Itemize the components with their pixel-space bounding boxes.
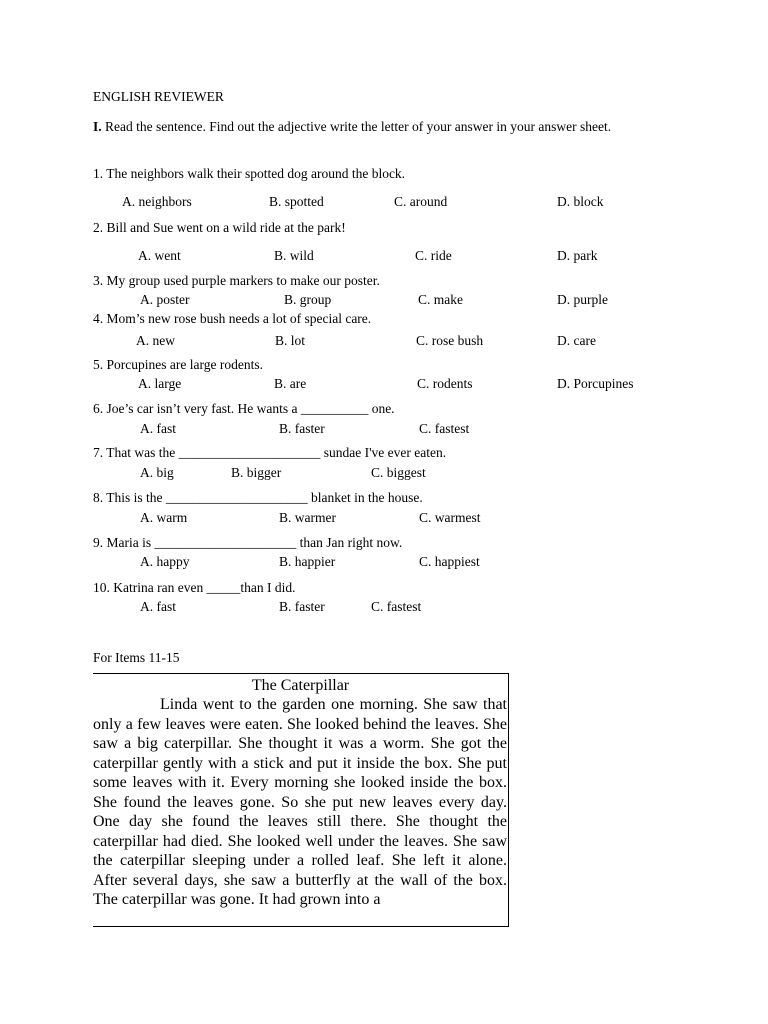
q4-option-a: A. new [136, 333, 175, 348]
q4-option-c: C. rose bush [416, 333, 484, 348]
q1-option-d: D. block [557, 194, 604, 209]
q1-option-c: C. around [394, 194, 448, 209]
q2-option-a: A. went [138, 248, 181, 263]
q10-option-c: C. fastest [371, 599, 422, 614]
question-5: 5. Porcupines are large rodents. [93, 357, 263, 372]
story-text: Linda went to the garden one morning. She saw that only a few leaves were eaten. She looked behind the leaves. She saw a big caterpillar. She thought it was a worm. She got the caterpillar gently with a stick and put it inside the box. She put some leaves with it. Every morning she looked inside the box. She found the leaves gone. So she put new leaves every day. One day she found the leaves still there. She thought the caterpillar had died. She looked well under the leaves. She saw the caterpillar sleeping under a rolled leaf. She left it alone. After several days, she saw a butterfly at the wall of the box. The caterpillar was gone. It had grown into a [93, 696, 507, 908]
question-7: 7. That was the _____________________ sundae I've ever eaten. [93, 445, 447, 460]
question-10: 10. Katrina ran even _____than I did. [93, 580, 296, 595]
question-4: 4. Mom’s new rose bush needs a lot of special care. [93, 311, 372, 326]
q7-option-b: B. bigger [231, 465, 282, 480]
q6-option-c: C. fastest [419, 421, 470, 436]
q5-option-b: B. are [274, 376, 307, 391]
q9-option-b: B. happier [279, 554, 336, 569]
question-8: 8. This is the _____________________ blanket in the house. [93, 490, 423, 505]
q9-option-c: C. happiest [419, 554, 480, 569]
q5-option-d: D. Porcupines [557, 376, 634, 391]
q2-option-b: B. wild [274, 248, 314, 263]
q3-option-a: A. poster [140, 292, 190, 307]
q3-option-d: D. purple [557, 292, 608, 307]
q8-option-a: A. warm [140, 510, 188, 525]
page-title: ENGLISH REVIEWER [93, 89, 224, 104]
question-2: 2. Bill and Sue went on a wild ride at the park! [93, 220, 346, 235]
q4-option-b: B. lot [275, 333, 306, 348]
question-1: 1. The neighbors walk their spotted dog around the block. [93, 166, 406, 181]
items-11-15-label: For Items 11-15 [93, 650, 180, 665]
q4-option-d: D. care [557, 333, 596, 348]
question-6: 6. Joe’s car isn’t very fast. He wants a __________ one. [93, 401, 395, 416]
q3-option-c: C. make [418, 292, 463, 307]
section-number: I. [93, 119, 102, 134]
q3-option-b: B. group [284, 292, 332, 307]
q8-option-b: B. warmer [279, 510, 336, 525]
q10-option-b: B. faster [279, 599, 325, 614]
q6-option-a: A. fast [140, 421, 176, 436]
q6-option-b: B. faster [279, 421, 325, 436]
q8-option-c: C. warmest [419, 510, 481, 525]
q2-option-d: D. park [557, 248, 598, 263]
q10-option-a: A. fast [140, 599, 176, 614]
q7-option-a: A. big [140, 465, 174, 480]
story-box [93, 673, 509, 927]
q2-option-c: C. ride [415, 248, 452, 263]
question-9: 9. Maria is _____________________ than Jan right now. [93, 535, 403, 550]
instruction-text: Read the sentence. Find out the adjective write the letter of your answer in your answer sheet. [101, 119, 612, 134]
q7-option-c: C. biggest [371, 465, 426, 480]
q9-option-a: A. happy [140, 554, 190, 569]
q1-option-a: A. neighbors [122, 194, 192, 209]
question-3: 3. My group used purple markers to make our poster. [93, 273, 380, 288]
q5-option-c: C. rodents [417, 376, 473, 391]
story-title: The Caterpillar [251, 677, 350, 694]
story-passage [93, 695, 508, 910]
q1-option-b: B. spotted [269, 194, 324, 209]
section-1-instruction [93, 117, 673, 137]
q5-option-a: A. large [138, 376, 182, 391]
